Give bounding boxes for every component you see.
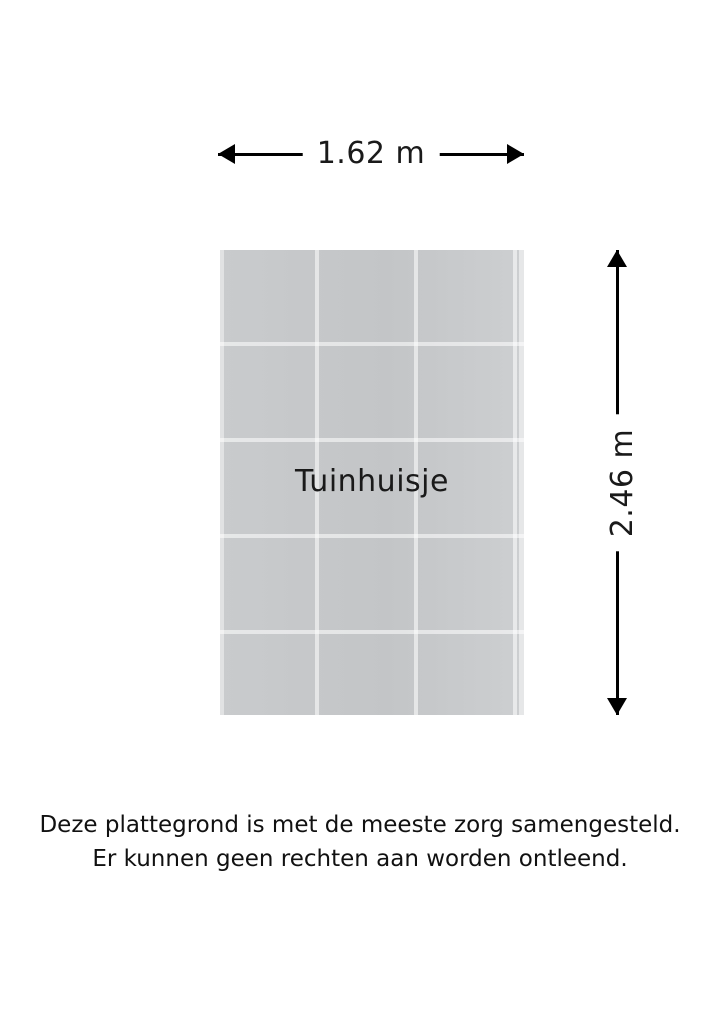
width-dimension-label: 1.62 m	[303, 132, 440, 176]
arrow-up-icon	[607, 250, 627, 267]
arrow-down-icon	[607, 698, 627, 715]
height-dimension	[600, 250, 646, 715]
disclaimer-line-1: Deze plattegrond is met de meeste zorg samengesteld.	[39, 812, 681, 838]
disclaimer-line-2: Er kunnen geen rechten aan worden ontleend.	[92, 846, 628, 872]
arrow-left-icon	[218, 144, 235, 164]
room-tuinhuisje	[220, 250, 524, 715]
arrow-right-icon	[507, 144, 524, 164]
room-label: Tuinhuisje	[295, 464, 449, 499]
height-dimension-label: 2.46 m	[601, 414, 645, 551]
disclaimer	[0, 808, 720, 876]
width-dimension	[218, 132, 524, 176]
